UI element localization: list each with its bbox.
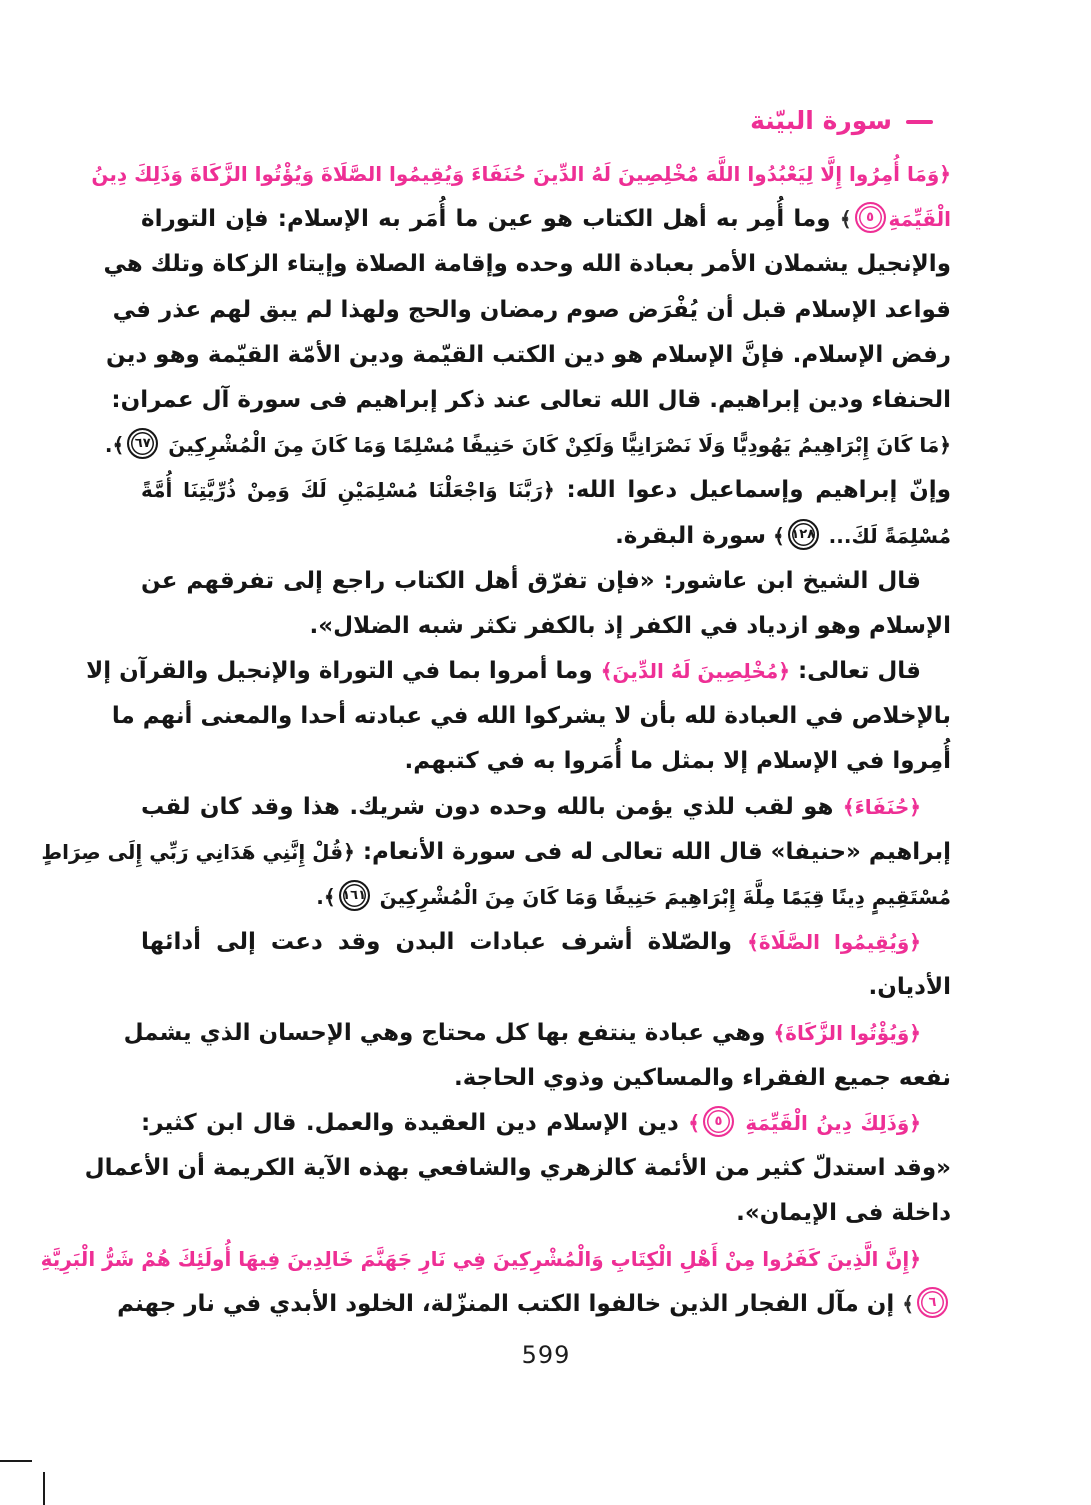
quran-quote: مُسْلِمَةً لَكَ... — [821, 523, 951, 548]
body-text: والإنجيل يشملان الأمر بعبادة الله وحده وإقامة الصلاة وإيتاء الزكاة وتلك هي — [103, 251, 951, 278]
text-line — [112, 288, 951, 333]
body-text: دين الإسلام دين العقيدة والعمل. قال ابن كثير: — [141, 1109, 689, 1136]
running-header — [141, 104, 951, 144]
tafsir-text-block — [40, 152, 951, 1327]
quran-quote: ﴾ — [766, 523, 785, 548]
body-text: إبراهيم «حنيفا» قال الله تعالى له فى سورة الأنعام: — [354, 838, 951, 865]
quran-quote: ﴿قُلْ إِنَّنِي هَدَانِي رَبِّي إِلَى صِرَاطٍ — [41, 839, 355, 864]
quran-quote: ﴿مُخْلِصِينَ لَهُ الدِّينَ﴾ — [600, 659, 790, 684]
text-line — [141, 965, 951, 1010]
ayah-number-badge: ١٦١ — [339, 880, 370, 911]
text-line — [91, 152, 951, 197]
body-text: إن مآل الفجار الذين خالفوا الكتب المنزّلة، الخلود الأبدي في نار جهنم — [117, 1290, 903, 1317]
quran-quote: ﴾ — [688, 1110, 700, 1135]
body-text: بالإخلاص في العبادة لله بأن لا يشركوا الله في عبادته أحدا والمعنى أنهم ما — [111, 703, 951, 730]
ayah-number-badge: ١٢٨ — [788, 519, 819, 550]
ayah-number-badge: ٦ — [917, 1287, 948, 1318]
text-line — [141, 559, 951, 604]
quran-quote: الْقَيِّمَةِ — [888, 207, 951, 232]
quran-quote: ﴾ — [839, 207, 852, 232]
page-content — [40, 104, 951, 1369]
text-line — [141, 197, 951, 242]
text-line — [141, 1101, 951, 1146]
body-text: رفض الإسلام. فإنَّ الإسلام هو دين الكتب القيّمة ودين الأمّة القيّمة وهو دين — [106, 341, 951, 368]
text-line — [103, 242, 951, 287]
quran-quote: مُسْتَقِيمٍ دِينًا قِيَمًا مِلَّةَ إِبْرَاهِيمَ حَنِيفًا وَمَا كَانَ مِنَ الْمُشْرِكِينَ — [372, 885, 951, 909]
body-text: «وقد استدلّ كثير من الأئمة كالزهري والشافعي بهذه الآية الكريمة أن الأعمال — [84, 1155, 951, 1182]
text-line — [141, 1056, 951, 1101]
body-text: قال تعالى: — [789, 658, 921, 685]
header-rule-icon — [906, 120, 933, 124]
text-line — [111, 694, 951, 739]
body-text: قواعد الإسلام قبل أن يُفْرَض صوم رمضان والحج ولهذا لم يبق لهم عذر في — [112, 296, 951, 323]
quran-quote: ﴿حُنَفَاءَ﴾ — [842, 794, 921, 819]
body-text: داخلة فى الإيمان». — [736, 1200, 951, 1227]
quran-quote: ﴿وَيُؤْتُوا الزَّكَاةَ﴾ — [773, 1020, 921, 1045]
text-line — [141, 875, 951, 920]
body-text: وهي عبادة ينتفع بها كل محتاج وهي الإحسان الذي يشمل — [123, 1019, 774, 1046]
body-text: سورة البقرة. — [615, 522, 767, 549]
ayah-number-badge: ٥ — [855, 202, 886, 233]
body-text: الأديان. — [868, 974, 951, 1001]
text-line — [111, 378, 951, 423]
quran-quote: ﴿إِنَّ الَّذِينَ كَفَرُوا مِنْ أَهْلِ الْكِتَابِ وَالْمُشْرِكِينَ فِي نَارِ جَهَنَّمَ خَالِدِينَ فِيهَا أُولَئِكَ هُمْ شَرُّ الْبَرِيَّةِ — [40, 1246, 921, 1271]
quran-quote: ﴾. — [104, 433, 125, 458]
quran-quote: ﴿وَمَا أُمِرُوا إِلَّا لِيَعْبُدُوا اللَّهَ مُخْلِصِينَ لَهُ الدِّينَ حُنَفَاءَ وَيُقِيمُوا الصَّلَاةَ وَيُؤْتُوا الزَّكَاةَ وَذَلِكَ دِينُ — [91, 162, 951, 186]
text-line — [106, 333, 951, 378]
text-line — [141, 468, 951, 513]
surah-title: سورة البيّنة — [750, 106, 892, 135]
text-line — [104, 423, 951, 468]
body-text: قال الشيخ ابن عاشور: «فإن تفرّق أهل الكتاب راجع إلى تفرقهم عن — [141, 567, 921, 594]
ayah-number-badge: ٥ — [703, 1106, 734, 1137]
quran-quote: ﴿رَبَّنَا وَاجْعَلْنَا مُسْلِمَيْنِ لَكَ وَمِنْ ذُرِّيَّتِنَا أُمَّةً — [141, 478, 555, 503]
crop-mark-vertical — [43, 1472, 45, 1505]
body-text: أُمِروا في الإسلام إلا بمثل ما أُمَروا به في كتبهم. — [404, 748, 951, 775]
body-text: الإسلام وهو ازدياد في الكفر إذ بالكفر تكثر شبه الضلال». — [309, 612, 951, 639]
text-line — [84, 1146, 951, 1191]
crop-mark-horizontal — [0, 1460, 32, 1462]
page-number: 599 — [521, 1340, 571, 1369]
text-line — [41, 830, 951, 875]
quran-quote: ﴾ — [902, 1291, 914, 1316]
body-text: هو لقب للذي يؤمن بالله وحده دون شريك. هذا وقد كان لقب — [141, 793, 843, 820]
body-text: وما أمروا بما في التوراة والإنجيل والقرآن إلا — [86, 658, 601, 685]
text-line — [123, 1011, 951, 1056]
body-text: وإنّ إبراهيم وإسماعيل دعوا الله: — [554, 477, 951, 504]
text-line — [141, 739, 951, 784]
ayah-number-badge: ٦٧ — [127, 428, 158, 459]
body-text: نفعه جميع الفقراء والمساكين وذوي الحاجة. — [453, 1064, 951, 1091]
text-line — [40, 1237, 951, 1282]
text-line — [141, 785, 951, 830]
body-text: الحنفاء ودين إبراهيم. قال الله تعالى عند ذكر إبراهيم فى سورة آل عمران: — [111, 386, 951, 413]
quran-quote: ﴾. — [316, 885, 336, 909]
quran-quote: ﴿وَذَلِكَ دِينُ الْقَيِّمَةِ — [736, 1110, 922, 1135]
quran-quote: ﴿مَا كَانَ إِبْرَاهِيمُ يَهُودِيًّا وَلَا نَصْرَانِيًّا وَلَكِنْ كَانَ حَنِيفًا مُسْلِمًا وَمَا كَانَ مِنَ الْمُشْرِكِينَ — [161, 433, 951, 458]
text-line — [141, 920, 951, 965]
body-text: وما أُمِر به أهل الكتاب هو عين ما أُمَر به الإسلام: فإن التوراة — [141, 206, 840, 233]
text-line — [141, 604, 951, 649]
body-text: والصّلاة أشرف عبادات البدن وقد دعت إلى أدائها — [141, 929, 748, 956]
text-line — [117, 1282, 951, 1327]
text-line — [86, 649, 951, 694]
quran-quote: ﴿وَيُقِيمُوا الصَّلَاةَ﴾ — [747, 930, 921, 955]
text-line — [141, 1191, 951, 1236]
text-line — [141, 514, 951, 559]
